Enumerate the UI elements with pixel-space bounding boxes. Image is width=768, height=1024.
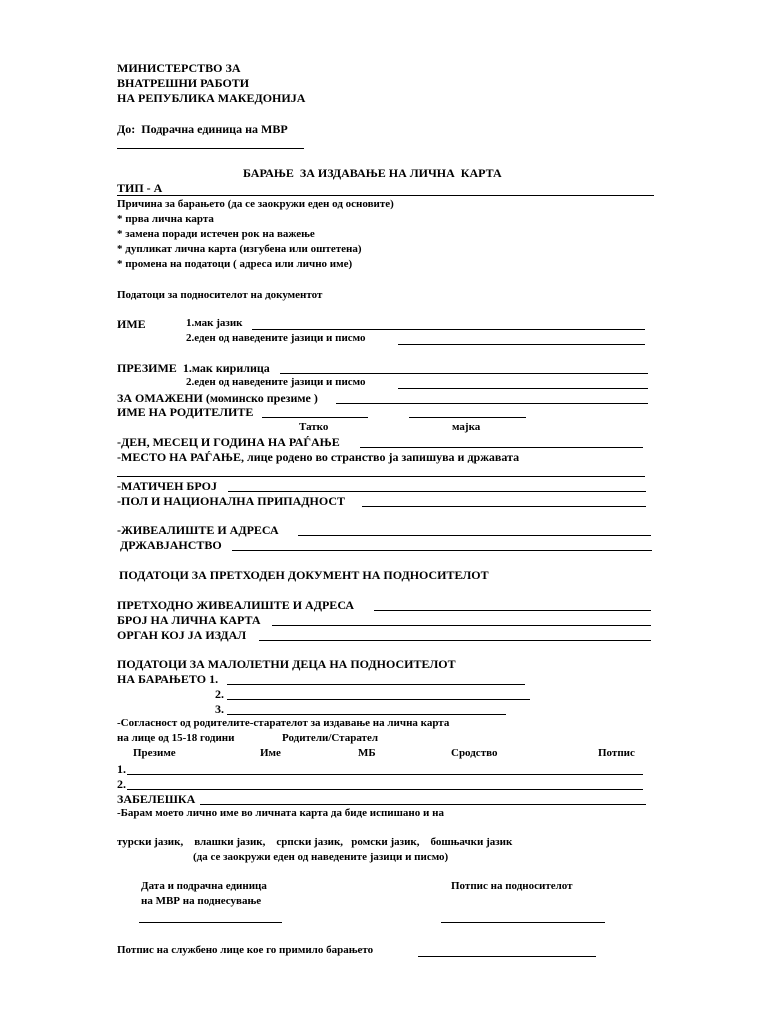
- card-number-field[interactable]: [272, 625, 651, 626]
- title-rule: [117, 195, 654, 196]
- children-row-2-label: 2.: [215, 687, 224, 701]
- child-2-field[interactable]: [227, 699, 530, 700]
- applicant-signature-field[interactable]: [441, 922, 605, 923]
- issuer-field[interactable]: [259, 640, 651, 641]
- dob-field[interactable]: [360, 447, 643, 448]
- col-surname: Презиме: [133, 747, 176, 759]
- sex-nationality-field[interactable]: [362, 506, 646, 507]
- consent-row-2-field[interactable]: [127, 789, 643, 790]
- surname-option-2: 2.еден од наведените јазици и писмо: [186, 376, 366, 388]
- name-field-1[interactable]: [252, 329, 645, 330]
- name-label: ИМЕ: [117, 317, 146, 331]
- official-signature-label: Потпис на службено лице кое го примило барањето: [117, 944, 374, 956]
- consent-guardians: Родители/Старател: [282, 732, 379, 744]
- note-label: ЗАБЕЛЕШКА: [117, 792, 196, 806]
- reason-option-1[interactable]: * прва лична карта: [117, 213, 214, 225]
- issuer-label: ОРГАН КОЈ ЈА ИЗДАЛ: [117, 628, 247, 642]
- col-relation: Сродство: [451, 747, 498, 759]
- col-name: Име: [260, 747, 281, 759]
- reason-option-4[interactable]: * промена на податоци ( адреса или лично име): [117, 258, 353, 270]
- id-number-field[interactable]: [228, 491, 646, 492]
- col-signature: Потпис: [598, 747, 635, 759]
- note-field[interactable]: [200, 804, 646, 805]
- col-mb: МБ: [358, 747, 376, 759]
- to-unit-label: До: Подрачна единица на МВР: [117, 122, 288, 136]
- surname-field-2[interactable]: [398, 388, 648, 389]
- name-request-text: -Барам моето лично име во личната карта да биде испишано и на: [117, 807, 444, 819]
- address-field[interactable]: [298, 535, 651, 536]
- previous-address-field[interactable]: [374, 610, 651, 611]
- applicant-signature-label: Потпис на подносителот: [451, 880, 573, 892]
- consent-row-1-label: 1.: [117, 762, 126, 776]
- date-unit-label-1: Дата и подрачна единица: [141, 880, 267, 892]
- consent-row-2-label: 2.: [117, 777, 126, 791]
- surname-label: ПРЕЗИМЕ 1.мак кирилица: [117, 361, 270, 375]
- parents-label: ИМЕ НА РОДИТЕЛИТЕ: [117, 405, 254, 419]
- citizenship-field[interactable]: [232, 550, 652, 551]
- child-1-field[interactable]: [227, 684, 525, 685]
- consent-line-1: -Согласност од родителите-старателот за издавање на лична карта: [117, 717, 450, 729]
- date-unit-field[interactable]: [139, 922, 282, 923]
- id-number-label: -МАТИЧЕН БРОЈ: [117, 479, 217, 493]
- reason-option-3[interactable]: * дупликат лична карта (изгубена или оштетена): [117, 243, 362, 255]
- surname-field-1[interactable]: [280, 373, 648, 374]
- father-caption: Татко: [299, 421, 329, 433]
- consent-row-1-field[interactable]: [127, 774, 643, 775]
- reason-option-2[interactable]: * замена поради истечен рок на важење: [117, 228, 315, 240]
- address-label: -ЖИВЕАЛИШТЕ И АДРЕСА: [117, 523, 279, 537]
- form-type: ТИП - А: [117, 181, 163, 195]
- previous-doc-heading: ПОДАТОЦИ ЗА ПРЕТХОДЕН ДОКУМЕНТ НА ПОДНОСИТЕЛОТ: [119, 568, 489, 582]
- consent-line-2: на лице од 15-18 години: [117, 732, 235, 744]
- pob-label: -МЕСТО НА РАЃАЊЕ, лице родено во странство ја запишува и државата: [117, 450, 520, 464]
- name-field-2[interactable]: [398, 344, 645, 345]
- child-3-field[interactable]: [227, 714, 506, 715]
- reason-heading: Причина за барањето (да се заокружи еден од основите): [117, 198, 394, 210]
- children-heading: ПОДАТОЦИ ЗА МАЛОЛЕТНИ ДЕЦА НА ПОДНОСИТЕЛОТ: [117, 657, 456, 671]
- applicant-heading: Податоци за подносителот на документот: [117, 289, 323, 301]
- dob-label: -ДЕН, МЕСЕЦ И ГОДИНА НА РАЃАЊЕ: [117, 435, 340, 449]
- citizenship-label: ДРЖАВЈАНСТВО: [120, 538, 222, 552]
- father-name-field[interactable]: [262, 417, 368, 418]
- name-option-2: 2.еден од наведените јазици и писмо: [186, 332, 366, 344]
- children-row-3-label: 3.: [215, 702, 224, 716]
- ministry-line-3: НА РЕПУБЛИКА МАКЕДОНИЈА: [117, 91, 306, 105]
- mother-name-field[interactable]: [409, 417, 526, 418]
- sex-nationality-label: -ПОЛ И НАЦИОНАЛНА ПРИПАДНОСТ: [117, 494, 346, 508]
- ministry-line-1: МИНИСТЕРСТВО ЗА: [117, 61, 241, 75]
- name-option-1: 1.мак јазик: [186, 317, 243, 329]
- mother-caption: мајка: [452, 421, 481, 433]
- pob-field[interactable]: [117, 476, 645, 477]
- maiden-name-label: ЗА ОМАЖЕНИ (моминско презиме ): [117, 391, 318, 405]
- form-title: БАРАЊЕ ЗА ИЗДАВАЊЕ НА ЛИЧНА КАРТА: [243, 166, 502, 180]
- card-number-label: БРОЈ НА ЛИЧНА КАРТА: [117, 613, 261, 627]
- language-instruction: (да се заокружи еден од наведените јазици и писмо): [193, 851, 449, 863]
- official-signature-field[interactable]: [418, 956, 596, 957]
- maiden-name-field[interactable]: [336, 403, 648, 404]
- date-unit-label-2: на МВР на поднесување: [141, 895, 262, 907]
- ministry-line-2: ВНАТРЕШНИ РАБОТИ: [117, 76, 250, 90]
- previous-address-label: ПРЕТХОДНО ЖИВЕАЛИШТЕ И АДРЕСА: [117, 598, 355, 612]
- unit-field[interactable]: [117, 148, 304, 149]
- language-options[interactable]: турски јазик, влашки јазик, српски јазик, ромски јазик, бошњачки јазик: [117, 836, 513, 848]
- children-row-1-label: НА БАРАЊЕТО 1.: [117, 672, 219, 686]
